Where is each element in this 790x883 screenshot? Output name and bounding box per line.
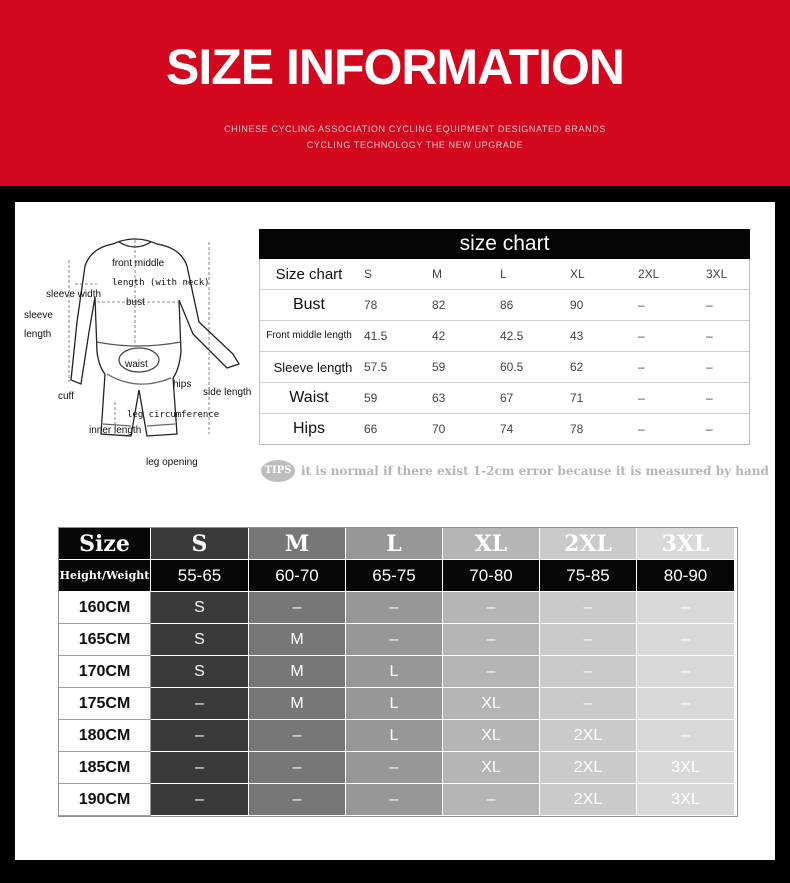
size-chart-table [259, 259, 750, 445]
height-row-label: 160CM [59, 592, 151, 624]
size-chart-cell: 57.5 [364, 360, 388, 374]
size-match-cell: – [637, 592, 735, 624]
row-label-front-middle-length: Front middle length [266, 330, 352, 341]
size-match-cell: M [249, 688, 346, 720]
label-waist: waist [125, 359, 148, 370]
label-cuff: cuff [58, 391, 74, 402]
size-column-header: S [151, 528, 249, 560]
size-chart-cell: 42.5 [500, 329, 524, 343]
page-title: SIZE INFORMATION [165, 39, 625, 95]
size-col-header: S [364, 267, 373, 281]
size-chart-cell: 71 [570, 391, 584, 405]
size-match-cell: XL [443, 752, 540, 784]
size-match-cell: 2XL [540, 784, 637, 816]
size-chart-cell: 78 [364, 298, 378, 312]
weight-range-cell: 80-90 [637, 560, 735, 592]
size-chart-cell: – [638, 422, 645, 436]
size-chart-cell: – [706, 360, 713, 374]
size-col-header: M [432, 267, 442, 281]
size-match-cell: – [637, 720, 735, 752]
size-col-header: L [500, 267, 507, 281]
size-column-header: M [249, 528, 346, 560]
size-column-header: 3XL [637, 528, 735, 560]
size-chart-header-row [260, 259, 749, 290]
size-match-cell: – [151, 784, 249, 816]
label-side-length: side length [203, 387, 252, 398]
size-match-cell: – [151, 688, 249, 720]
size-chart-cell: – [638, 391, 645, 405]
size-match-cell: – [151, 752, 249, 784]
size-chart-cell: 59 [364, 391, 378, 405]
label-bust: bust [126, 297, 145, 308]
tips-text: it is normal if there exist 1-2cm error because it is measured by hand [301, 464, 769, 478]
size-chart-cell: – [706, 422, 713, 436]
size-match-cell: – [443, 624, 540, 656]
size-match-cell: L [346, 720, 443, 752]
size-match-cell: S [151, 656, 249, 688]
size-match-cell: – [540, 624, 637, 656]
size-match-cell: – [346, 624, 443, 656]
size-match-cell: – [249, 720, 346, 752]
size-corner-label: Size [59, 528, 151, 560]
size-match-cell: – [540, 592, 637, 624]
header-banner [0, 0, 790, 186]
height-row-label: 165CM [59, 624, 151, 656]
size-col-header: 3XL [706, 267, 728, 281]
size-chart-cell: 70 [432, 422, 446, 436]
size-chart-row [260, 352, 749, 383]
height-row-label: 170CM [59, 656, 151, 688]
size-match-cell: L [346, 656, 443, 688]
row-label-bust: Bust [292, 296, 325, 313]
size-match-cell: M [249, 656, 346, 688]
size-chart-cell: – [706, 329, 713, 343]
height-row-label: 185CM [59, 752, 151, 784]
size-column-header: L [346, 528, 443, 560]
size-match-cell: 2XL [540, 720, 637, 752]
size-chart-cell: 43 [570, 329, 584, 343]
size-chart-cell: 60.5 [500, 360, 524, 374]
weight-range-cell: 70-80 [443, 560, 540, 592]
size-column-header: XL [443, 528, 540, 560]
size-chart-cell: – [638, 298, 645, 312]
size-match-cell: – [540, 656, 637, 688]
label-inner-length: inner length [89, 425, 142, 436]
size-match-cell: – [443, 656, 540, 688]
size-match-cell: – [249, 784, 346, 816]
size-chart-row [260, 414, 749, 444]
height-row-label: 180CM [59, 720, 151, 752]
size-match-cell: M [249, 624, 346, 656]
size-col-header: 2XL [638, 267, 660, 281]
size-chart-cell: – [638, 329, 645, 343]
tips-badge: TIPS [261, 460, 295, 482]
height-row-label: 190CM [59, 784, 151, 816]
size-chart-header-label: Size chart [275, 265, 343, 283]
label-front-middle: front middle [112, 258, 165, 269]
size-match-cell: – [346, 752, 443, 784]
size-match-cell: – [151, 720, 249, 752]
label-leg-opening: leg opening [146, 457, 198, 468]
size-match-cell: – [249, 592, 346, 624]
size-chart-cell: 74 [500, 422, 514, 436]
banner-subtitle-line2: CYCLING TECHNOLOGY THE NEW UPGRADE [306, 140, 524, 150]
size-match-cell: – [249, 752, 346, 784]
size-match-cell: XL [443, 720, 540, 752]
weight-range-cell: 75-85 [540, 560, 637, 592]
size-chart-cell: 82 [432, 298, 446, 312]
row-label-hips: Hips [292, 420, 325, 437]
size-chart-cell: 78 [570, 422, 584, 436]
size-chart-cell: 67 [500, 391, 514, 405]
size-chart [259, 229, 750, 445]
label-hips: hips [173, 379, 192, 390]
size-match-cell: – [346, 784, 443, 816]
size-chart-cell: 42 [432, 329, 446, 343]
size-match-cell: – [346, 592, 443, 624]
size-match-cell: – [443, 784, 540, 816]
size-match-cell: 3XL [637, 752, 735, 784]
size-chart-cell: 90 [570, 298, 584, 312]
size-chart-cell: – [638, 360, 645, 374]
size-match-cell: 2XL [540, 752, 637, 784]
size-chart-cell: – [706, 298, 713, 312]
weight-range-cell: 65-75 [346, 560, 443, 592]
label-sleeve-length: length [24, 329, 52, 340]
row-label-sleeve-length: Sleeve length [273, 359, 353, 375]
tips-note [259, 458, 769, 486]
size-match-cell: – [540, 688, 637, 720]
size-match-cell: XL [443, 688, 540, 720]
row-label-waist: Waist [289, 389, 329, 406]
size-chart-title: size chart [259, 229, 750, 259]
size-chart-cell: 62 [570, 360, 584, 374]
size-chart-cell: 59 [432, 360, 446, 374]
label-length-with-neck: length (with neck) [112, 278, 210, 288]
label-leg-circumference: leg circumference [127, 410, 220, 420]
size-col-header: XL [570, 267, 585, 281]
label-sleeve: sleeve [24, 310, 53, 321]
weight-range-cell: 60-70 [249, 560, 346, 592]
size-match-cell: – [637, 688, 735, 720]
size-chart-cell: 66 [364, 422, 378, 436]
height-weight-table [58, 527, 738, 817]
size-match-cell: – [443, 592, 540, 624]
height-weight-label: Height/Weight [59, 560, 151, 592]
size-chart-cell: 63 [432, 391, 446, 405]
content-panel [15, 202, 775, 860]
weight-range-cell: 55-65 [151, 560, 249, 592]
size-match-cell: S [151, 624, 249, 656]
size-chart-row [260, 290, 749, 321]
size-chart-cell: 86 [500, 298, 514, 312]
size-chart-cell: – [706, 391, 713, 405]
label-sleeve-width: sleeve width [46, 289, 102, 300]
size-match-cell: – [637, 656, 735, 688]
size-match-cell: – [637, 624, 735, 656]
size-match-cell: L [346, 688, 443, 720]
banner-subtitle-line1: CHINESE CYCLING ASSOCIATION CYCLING EQUIPMENT DESIGNATED BRANDS [224, 124, 606, 134]
size-column-header: 2XL [540, 528, 637, 560]
size-chart-row [260, 383, 749, 414]
height-row-label: 175CM [59, 688, 151, 720]
size-match-cell: 3XL [637, 784, 735, 816]
garment-figure [15, 202, 260, 472]
size-chart-cell: 41.5 [364, 329, 388, 343]
size-match-cell: S [151, 592, 249, 624]
size-chart-row [260, 321, 749, 352]
